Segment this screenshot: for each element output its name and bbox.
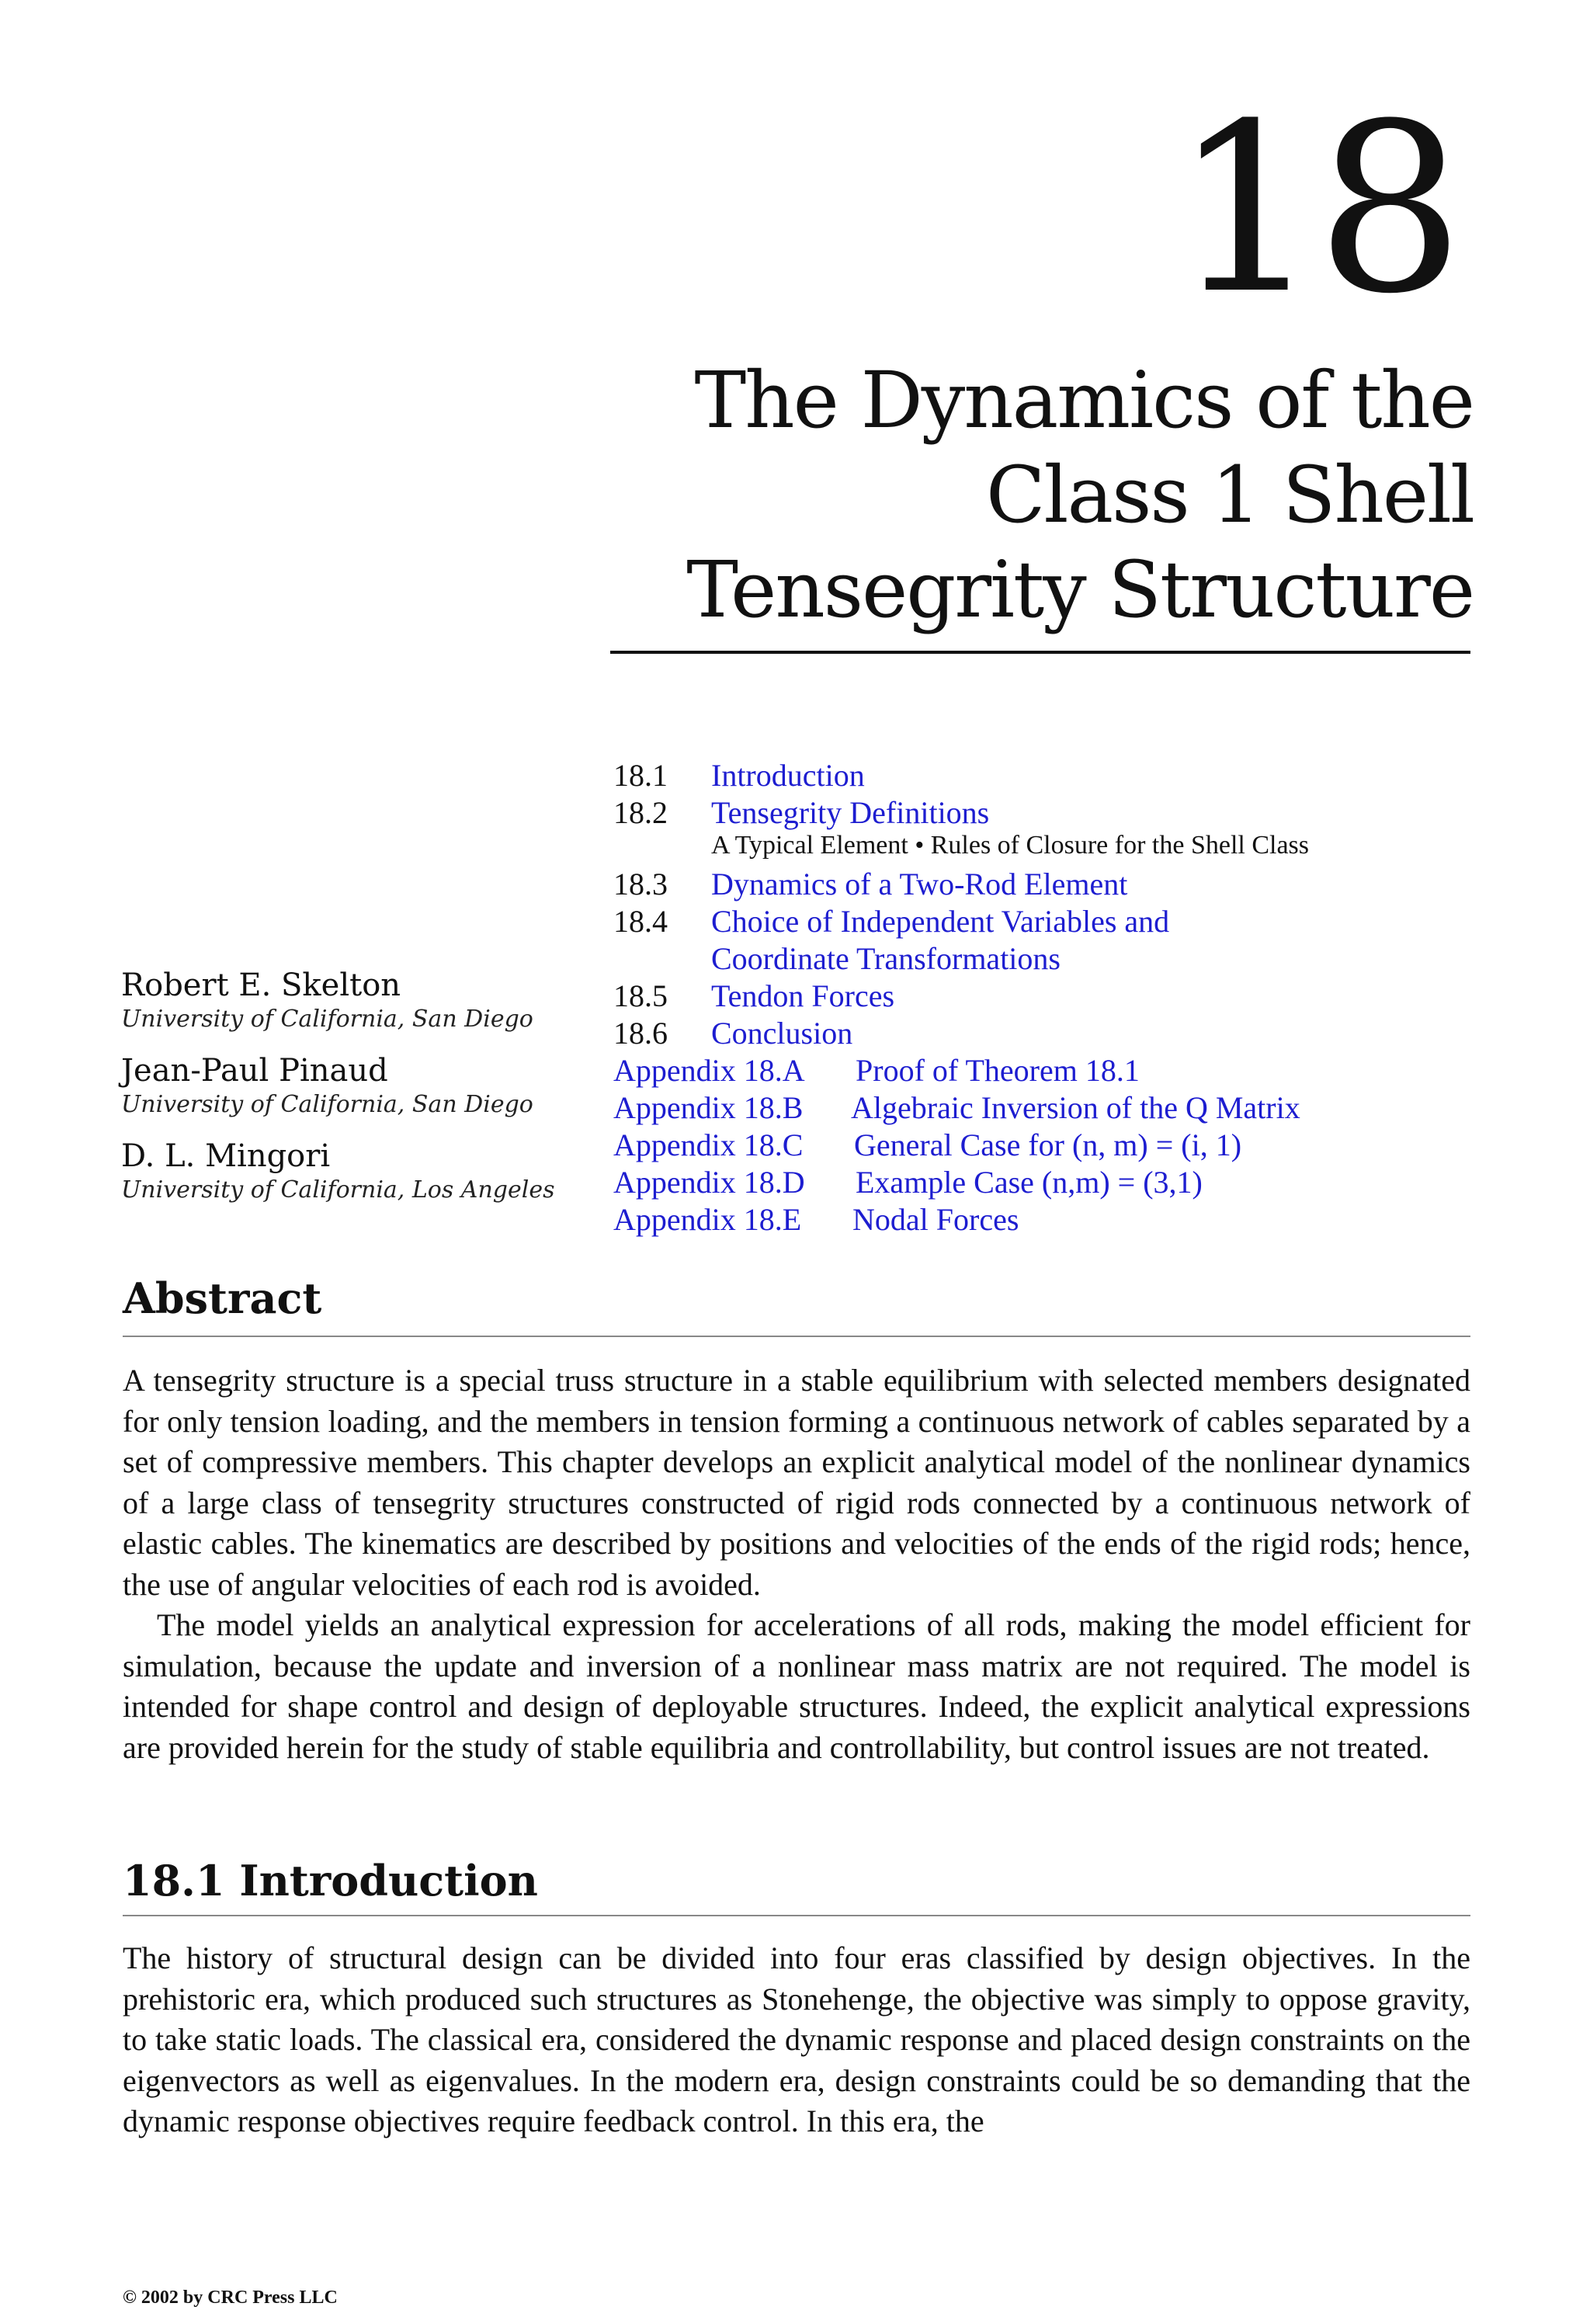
toc-appendix-title[interactable]: Example Case (n,m) = (3,1) bbox=[856, 1165, 1203, 1200]
toc-subentries: A Typical Element • Rules of Closure for the Shell Class bbox=[711, 831, 1310, 860]
toc-appendix-title[interactable]: General Case for (n, m) = (i, 1) bbox=[854, 1127, 1242, 1162]
toc-link-independent-variables[interactable]: Choice of Independent Variables and bbox=[711, 904, 1170, 939]
chapter-title-line: The Dynamics of the bbox=[694, 355, 1474, 446]
toc-appendix-entry[interactable] bbox=[613, 1052, 1506, 1089]
toc-appendix-label[interactable]: Appendix 18.E bbox=[613, 1202, 802, 1237]
abstract-body bbox=[123, 1360, 1470, 1768]
toc-number: 18.1 bbox=[613, 758, 668, 793]
toc-entry[interactable] bbox=[613, 794, 1506, 832]
toc-entry[interactable] bbox=[613, 1015, 1506, 1052]
introduction-paragraph: The history of structural design can be divided into four eras classified by design objectives. In the prehistoric era, which produced such structures as Stonehenge, the objective was simply to oppose gravity, to take static loads. The classical era, considered the dynamic response and placed design constraints on the eigenvectors as well as eigenvalues. In the modern era, design constraints could be so demanding that the dynamic response objectives require feedback control. In this era, the bbox=[123, 1940, 1470, 2138]
chapter-title-line: Class 1 Shell bbox=[985, 450, 1474, 540]
toc-appendix-label[interactable]: Appendix 18.A bbox=[613, 1053, 805, 1088]
toc-appendix-title[interactable]: Proof of Theorem 18.1 bbox=[856, 1053, 1140, 1088]
table-of-contents bbox=[613, 757, 1506, 1238]
toc-link-tensegrity-definitions[interactable]: Tensegrity Definitions bbox=[711, 795, 990, 830]
toc-number: 18.3 bbox=[613, 867, 668, 901]
abstract-paragraph: The model yields an analytical expression for accelerations of all rods, making the model efficient for simulation, because the update and inversion of a nonlinear mass matrix are not required. The model is intended for shape control and design of deployable structures. Indeed, the explicit analytical expressions are provided herein for the study of stable equilibria and controllability, but control issues are not treated. bbox=[123, 1607, 1470, 1765]
introduction-rule bbox=[123, 1915, 1470, 1916]
toc-number: 18.6 bbox=[613, 1016, 668, 1051]
toc-appendix-title[interactable]: Nodal Forces bbox=[852, 1202, 1019, 1237]
author-name: Robert E. Skelton bbox=[121, 967, 401, 1003]
toc-appendix-entry[interactable] bbox=[613, 1201, 1506, 1238]
introduction-heading: 18.1 Introduction bbox=[123, 1856, 538, 1905]
toc-appendix-entry[interactable] bbox=[613, 1089, 1506, 1127]
toc-appendix-entry[interactable] bbox=[613, 1127, 1506, 1164]
toc-link-coordinate-transformations[interactable]: Coordinate Transformations bbox=[711, 941, 1061, 976]
author-affiliation: University of California, San Diego bbox=[121, 1091, 533, 1118]
chapter-number: 18 bbox=[1172, 74, 1460, 345]
toc-number: 18.4 bbox=[613, 904, 668, 939]
introduction-body bbox=[123, 1938, 1470, 2142]
toc-appendix-title[interactable]: Algebraic Inversion of the Q Matrix bbox=[851, 1090, 1300, 1125]
toc-appendix-entry[interactable] bbox=[613, 1164, 1506, 1201]
toc-entry[interactable] bbox=[613, 978, 1506, 1015]
toc-appendix-label[interactable]: Appendix 18.C bbox=[613, 1127, 804, 1162]
toc-number: 18.2 bbox=[613, 795, 668, 830]
copyright-footer: © 2002 by CRC Press LLC bbox=[123, 2288, 338, 2308]
toc-link-introduction[interactable]: Introduction bbox=[711, 758, 865, 793]
chapter-title bbox=[542, 353, 1474, 637]
author-name: D. L. Mingori bbox=[121, 1138, 331, 1174]
author-affiliation: University of California, San Diego bbox=[121, 1006, 533, 1033]
toc-link-conclusion[interactable]: Conclusion bbox=[711, 1016, 853, 1051]
author-name: Jean-Paul Pinaud bbox=[121, 1053, 388, 1089]
toc-link-two-rod-element[interactable]: Dynamics of a Two-Rod Element bbox=[711, 867, 1128, 901]
toc-number: 18.5 bbox=[613, 978, 668, 1013]
toc-entry[interactable] bbox=[613, 866, 1506, 903]
abstract-paragraph: A tensegrity structure is a special truss structure in a stable equilibrium with selected members designated for only tension loading, and the members in tension forming a continuous network of cables separated by a set of compressive members. This chapter develops an explicit analytical model of the nonlinear dynamics of a large class of tensegrity structures constructed of rigid rods connected by a continuous network of elastic cables. The kinematics are described by positions and velocities of the ends of the rigid rods; hence, the use of angular velocities of each rod is avoided. bbox=[123, 1363, 1470, 1602]
title-rule bbox=[610, 651, 1470, 654]
toc-entry[interactable] bbox=[613, 757, 1506, 794]
toc-appendix-label[interactable]: Appendix 18.B bbox=[613, 1090, 804, 1125]
toc-entry[interactable] bbox=[613, 903, 1506, 940]
author-list bbox=[121, 966, 587, 1222]
chapter-title-line: Tensegrity Structure bbox=[686, 544, 1474, 635]
abstract-rule bbox=[123, 1336, 1470, 1337]
author-affiliation: University of California, Los Angeles bbox=[121, 1176, 555, 1204]
toc-link-tendon-forces[interactable]: Tendon Forces bbox=[711, 978, 895, 1013]
toc-appendix-label[interactable]: Appendix 18.D bbox=[613, 1165, 805, 1200]
abstract-heading: Abstract bbox=[123, 1273, 322, 1323]
